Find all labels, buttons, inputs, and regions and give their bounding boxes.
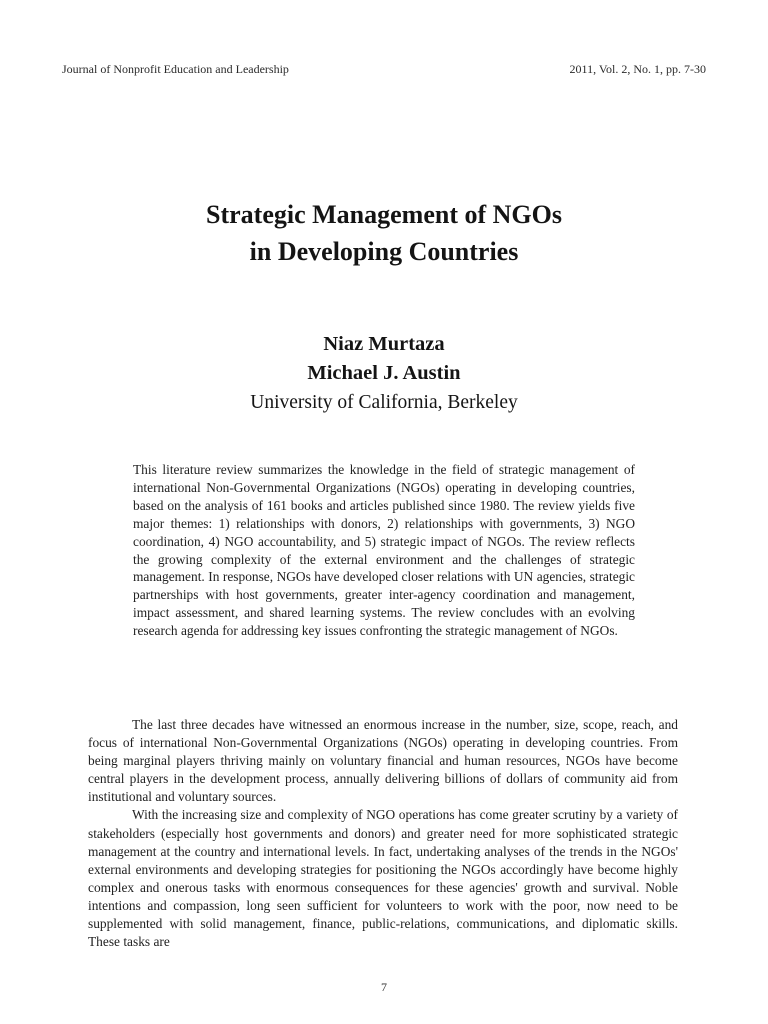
title-line-2: in Developing Countries: [249, 237, 519, 266]
body-paragraph-2: With the increasing size and complexity of NGO operations has come greater scrutiny by a variety of stakeholders (especially host governments and donors) and greater need for more sophisticated strategic management at the country and international levels. In fact, undertaking analyses of the trends in the NGOs' external environments and developing strategies for positioning the NGOs accordingly have become highly complex and onerous tasks with enormous consequences for these agencies' growth and survival. Noble intentions and compassion, long seen sufficient for volunteers to work with the poor, now need to be supplemented with solid management, finance, public-relations, communications, and diplomatic skills. These tasks are: [88, 807, 678, 950]
body-paragraph-1: The last three decades have witnessed an enormous increase in the number, size, scope, reach, and focus of international Non-Governmental Organizations (NGOs) operating in developing countries. From being marginal players thriving mainly on voluntary financial and human resources, NGOs have become central players in the development process, annually delivering billions of dollars of community aid from institutional and voluntary sources.: [88, 717, 678, 805]
page-number: 7: [381, 980, 387, 994]
article-title: [0, 196, 768, 270]
running-header: [62, 62, 706, 77]
article-body: [88, 716, 678, 951]
citation-info: 2011, Vol. 2, No. 1, pp. 7-30: [569, 62, 706, 76]
journal-name: Journal of Nonprofit Education and Leadership: [62, 62, 289, 76]
author-block: [0, 330, 768, 417]
title-line-1: Strategic Management of NGOs: [206, 200, 562, 229]
author-affiliation: University of California, Berkeley: [250, 392, 518, 413]
author-name-2: Michael J. Austin: [307, 362, 461, 384]
author-name-1: Niaz Murtaza: [323, 333, 445, 355]
abstract: This literature review summarizes the knowledge in the field of strategic management of international Non-Governmental Organizations (NGOs) operating in developing countries, based on the analysis of 161 books and articles published since 1980. The review yields five major themes: 1) relationships with donors, 2) relationships with governments, 3) NGO coordination, 4) NGO accountability, and 5) strategic impact of NGOs. The review reflects the growing complexity of the external environment and the challenges of strategic management. In response, NGOs have developed closer relations with UN agencies, strategic partnerships with host governments, greater inter-agency coordination and management, impact assessment, and shared learning systems. The review concludes with an evolving research agenda for addressing key issues confronting the strategic management of NGOs.: [133, 462, 635, 639]
